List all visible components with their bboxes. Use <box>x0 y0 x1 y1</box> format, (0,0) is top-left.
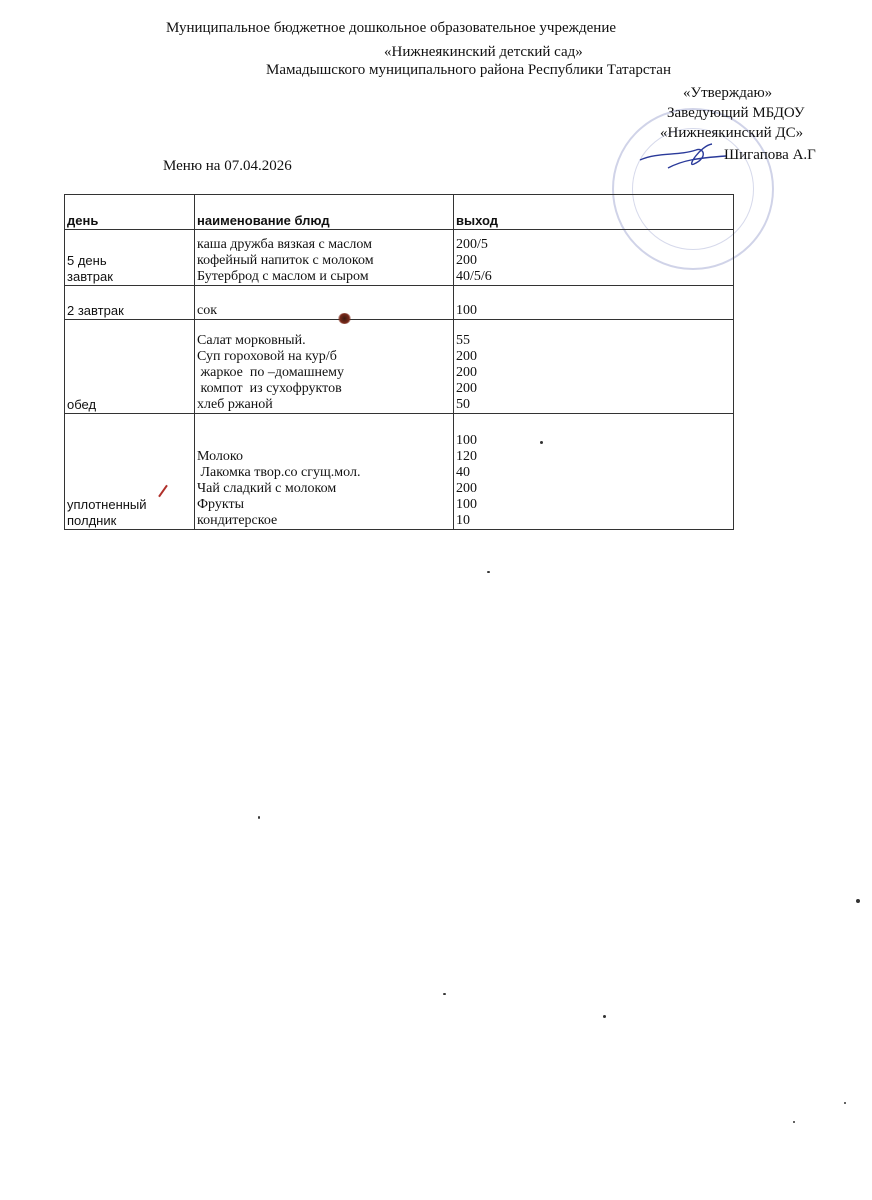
output-cell <box>454 230 734 286</box>
meal-cell <box>65 320 195 414</box>
dishes-cell <box>195 414 454 530</box>
menu-row <box>65 320 734 414</box>
output-value: 200 <box>456 253 477 268</box>
meal-name: обед <box>67 397 97 412</box>
district-line: Мамадышского муниципального района Республики Татарстан <box>266 62 671 78</box>
menu-row <box>65 286 734 320</box>
scan-speck <box>540 441 543 444</box>
output-value: 55 <box>456 333 470 348</box>
meal-name: уплотненный <box>67 497 147 512</box>
output-value: 40 <box>456 465 470 480</box>
approver-name: Шигапова А.Г <box>724 147 816 163</box>
scan-speck <box>258 816 260 819</box>
meal-name: 2 завтрак <box>67 303 124 318</box>
scan-speck <box>487 571 490 573</box>
menu-row <box>65 414 734 530</box>
output-value: 10 <box>456 513 470 528</box>
dish-name: Молоко <box>197 449 243 464</box>
approver-organization: «Нижнеякинский ДС» <box>660 125 804 141</box>
scan-speck <box>443 993 446 995</box>
output-value: 200/5 <box>456 237 488 252</box>
menu-title: Меню на 07.04.2026 <box>163 158 292 174</box>
scan-speck <box>856 899 860 903</box>
output-value: 120 <box>456 449 477 464</box>
output-value: 200 <box>456 365 477 380</box>
output-cell <box>454 414 734 530</box>
menu-row <box>65 230 734 286</box>
output-value: 50 <box>456 397 470 412</box>
ink-blot <box>338 313 351 324</box>
dish-name: Салат морковный. <box>197 333 306 348</box>
output-value: 200 <box>456 481 477 496</box>
menu-table <box>64 194 734 530</box>
approver-position: Заведующий МБДОУ <box>667 105 805 121</box>
dish-name: кофейный напиток с молоком <box>197 253 374 268</box>
dish-name: хлеб ржаной <box>197 397 273 412</box>
kindergarten-name: «Нижнеякинский детский сад» <box>384 44 583 60</box>
column-header-dish: наименование блюд <box>195 195 454 230</box>
column-header-output: выход <box>454 195 734 230</box>
meal-name: завтрак <box>67 269 113 284</box>
output-value: 100 <box>456 433 477 448</box>
dish-name: Лакомка твор.со сгущ.мол. <box>197 465 361 480</box>
scan-speck <box>844 1102 846 1104</box>
dish-name: жаркое по –домашнему <box>197 365 345 380</box>
meal-cell <box>65 230 195 286</box>
dish-name: Чай сладкий с молоком <box>197 481 337 496</box>
meal-name: полдник <box>67 513 117 528</box>
output-value: 100 <box>456 497 477 512</box>
meal-name: 5 день <box>67 253 107 268</box>
approval-label: «Утверждаю» <box>683 85 773 101</box>
table-header-row <box>65 195 734 230</box>
signature <box>638 138 728 172</box>
output-value: 40/5/6 <box>456 269 492 284</box>
output-value: 100 <box>456 303 477 318</box>
scan-speck <box>793 1121 795 1123</box>
dish-name: Бутерброд с маслом и сыром <box>197 269 369 284</box>
output-value: 200 <box>456 381 477 396</box>
dishes-cell <box>195 286 454 320</box>
scan-speck <box>603 1015 606 1018</box>
dish-name: Суп гороховой на кур/б <box>197 349 337 364</box>
dish-name: компот из сухофруктов <box>197 381 342 396</box>
meal-cell <box>65 286 195 320</box>
dish-name: сок <box>197 303 218 318</box>
dishes-cell <box>195 230 454 286</box>
output-value: 200 <box>456 349 477 364</box>
dishes-cell <box>195 320 454 414</box>
meal-cell <box>65 414 195 530</box>
org-name-line: Муниципальное бюджетное дошкольное образовательное учреждение <box>166 20 616 36</box>
column-header-day: день <box>65 195 195 230</box>
output-cell <box>454 320 734 414</box>
dish-name: кондитерское <box>197 513 278 528</box>
dish-name: Фрукты <box>197 497 245 512</box>
dish-name: каша дружба вязкая с маслом <box>197 237 372 252</box>
output-cell <box>454 286 734 320</box>
